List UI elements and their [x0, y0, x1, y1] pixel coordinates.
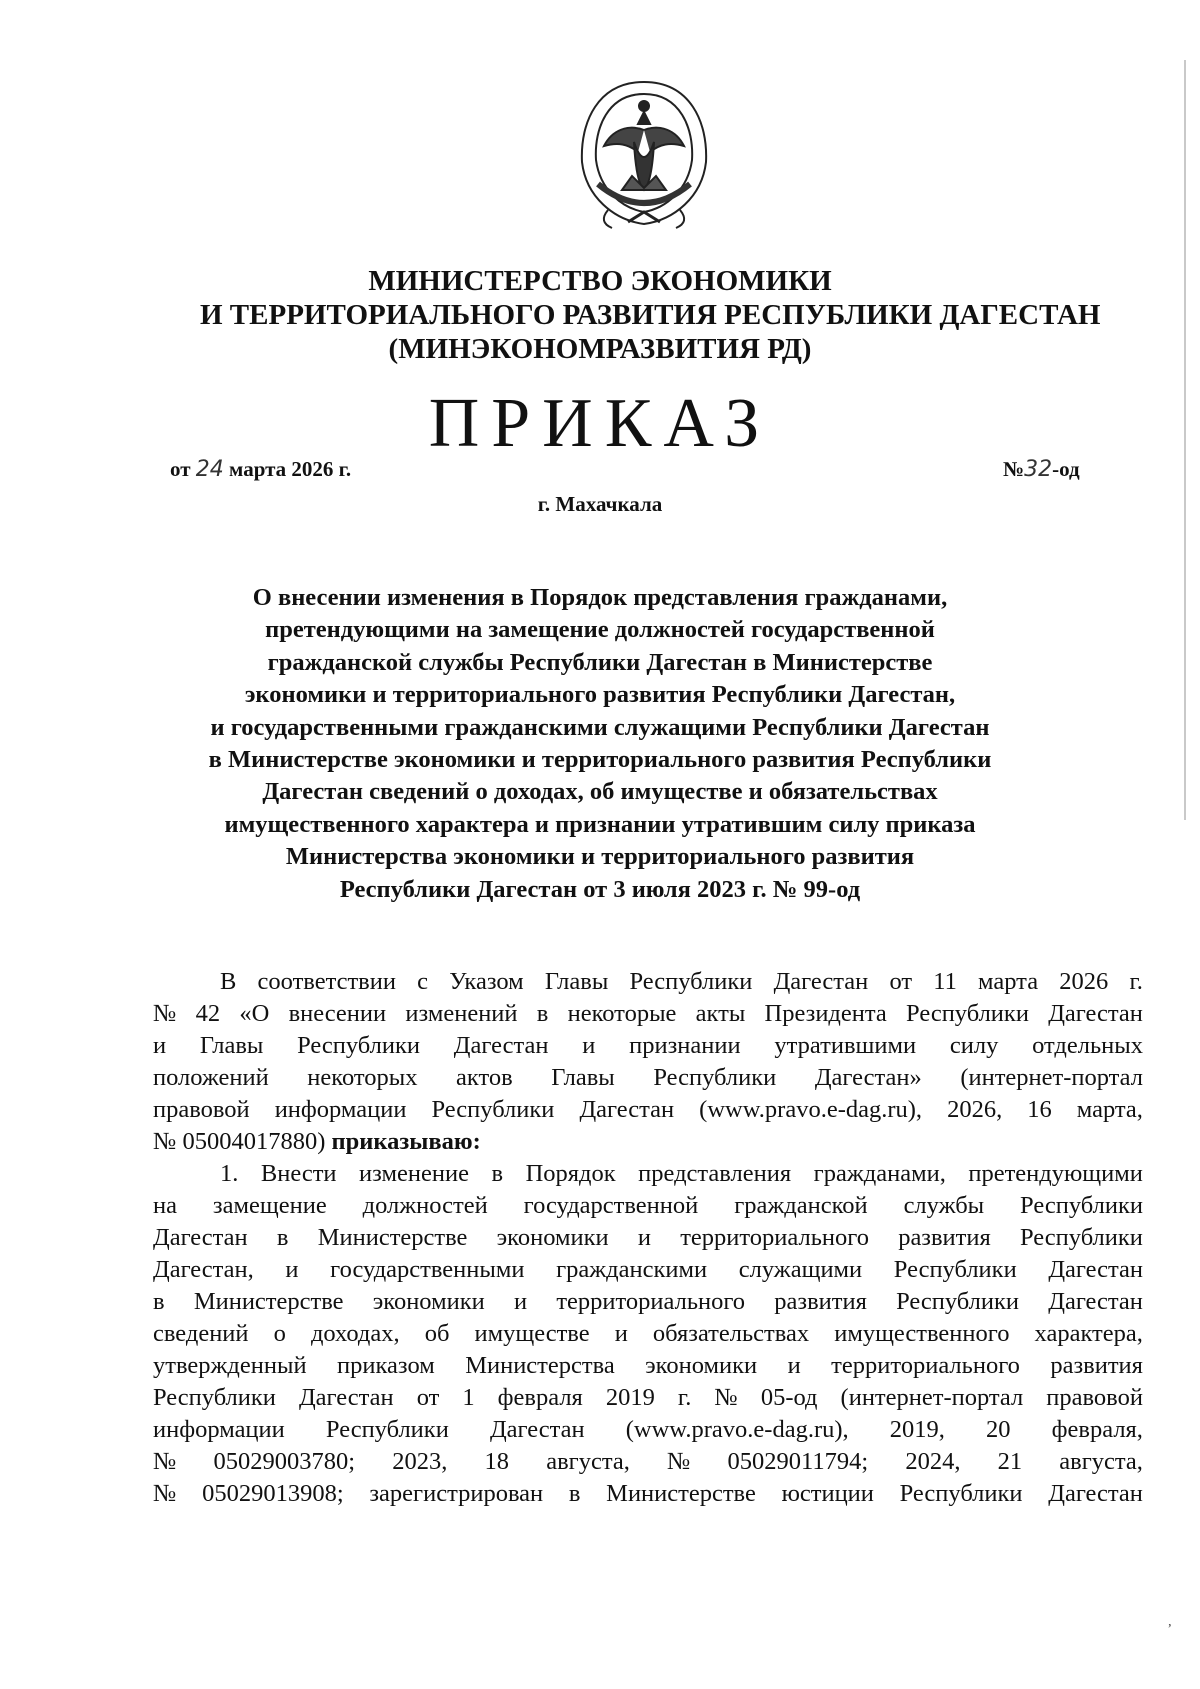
body-line: правовой информации Республики Дагестан (www.pravo.e-dag.ru), 2026, 16 марта,: [153, 1096, 1143, 1123]
body-line: Дагестан, и государственными гражданскими служащими Республики Дагестан: [153, 1256, 1143, 1283]
title-line: и государственными гражданскими служащими Республики Дагестан: [210, 713, 990, 741]
document-type-heading: ПРИКАЗ: [428, 385, 772, 462]
order-number: [1003, 457, 1080, 482]
ministry-name-line1: МИНИСТЕРСТВО ЭКОНОМИКИ: [368, 265, 832, 297]
body-line-with-order-word: [153, 1126, 1143, 1158]
city-line: г. Махачкала: [537, 492, 663, 516]
ministry-abbreviation: (МИНЭКОНОМРАЗВИТИЯ РД): [388, 333, 812, 365]
body-line: на замещение должностей государственной гражданской службы Республики: [153, 1192, 1143, 1219]
order-date: [170, 457, 351, 482]
body-line: Дагестан в Министерстве экономики и территориального развития Республики: [153, 1224, 1143, 1251]
body-line: утвержденный приказом Министерства экономики и территориального развития: [153, 1352, 1143, 1379]
title-line: экономики и территориального развития Республики Дагестан,: [244, 681, 956, 709]
dagestan-coat-of-arms-icon: [568, 72, 720, 232]
number-suffix: -од: [1052, 457, 1080, 481]
body-line: № 42 «О внесении изменений в некоторые акты Президента Республики Дагестан: [153, 1000, 1143, 1027]
number-prefix: №: [1003, 457, 1025, 481]
title-line: Министерства экономики и территориального развития: [285, 843, 915, 871]
order-word: приказываю:: [331, 1128, 481, 1155]
date-suffix: марта 2026 г.: [229, 457, 352, 481]
body-line: в Министерстве экономики и территориального развития Республики Дагестан: [153, 1288, 1143, 1315]
body-line: сведений о доходах, об имуществе и обязательствах имущественного характера,: [153, 1320, 1143, 1347]
date-day-handwritten: 24: [195, 457, 224, 482]
body-line: В соответствии с Указом Главы Республики Дагестан от 11 марта 2026 г.: [220, 968, 1143, 995]
date-prefix: от: [170, 457, 191, 481]
body-line: 1. Внести изменение в Порядок представления гражданами, претендующими: [220, 1160, 1143, 1187]
body-line-text: № 05004017880): [153, 1128, 326, 1155]
scan-edge-shadow: [1184, 60, 1186, 820]
title-line: гражданской службы Республики Дагестан в Министерстве: [267, 648, 933, 676]
ministry-header: [200, 264, 1101, 366]
title-line: в Министерстве экономики и территориального развития Республики: [208, 746, 992, 774]
ministry-name-line2: И ТЕРРИТОРИАЛЬНОГО РАЗВИТИЯ РЕСПУБЛИКИ ДАГЕСТАН: [200, 299, 1101, 331]
title-line: О внесении изменения в Порядок представления гражданами,: [252, 584, 948, 611]
body-line: информации Республики Дагестан (www.pravo.e-dag.ru), 2019, 20 февраля,: [153, 1416, 1143, 1443]
number-value-handwritten: 32: [1024, 457, 1053, 482]
title-line: Республики Дагестан от 3 июля 2023 г. № 99-од: [339, 875, 861, 903]
order-body: [153, 966, 1143, 1510]
body-line: № 05029003780; 2023, 18 августа, № 05029011794; 2024, 21 августа,: [153, 1448, 1143, 1475]
title-line: имущественного характера и признании утратившим силу приказа: [224, 810, 976, 838]
body-line: и Главы Республики Дагестан и признании утратившими силу отдельных: [153, 1032, 1143, 1059]
scan-speck: ’: [1167, 1622, 1172, 1637]
body-line: № 05029013908; зарегистрирован в Министерстве юстиции Республики Дагестан: [153, 1480, 1143, 1507]
body-line: положений некоторых актов Главы Республики Дагестан» (интернет-портал: [153, 1064, 1143, 1091]
body-line: Республики Дагестан от 1 февраля 2019 г. № 05-од (интернет-портал правовой: [153, 1384, 1143, 1411]
order-title: [170, 582, 1030, 906]
title-line: Дагестан сведений о доходах, об имуществе и обязательствах: [262, 778, 938, 806]
title-line: претендующими на замещение должностей государственной: [265, 616, 935, 644]
